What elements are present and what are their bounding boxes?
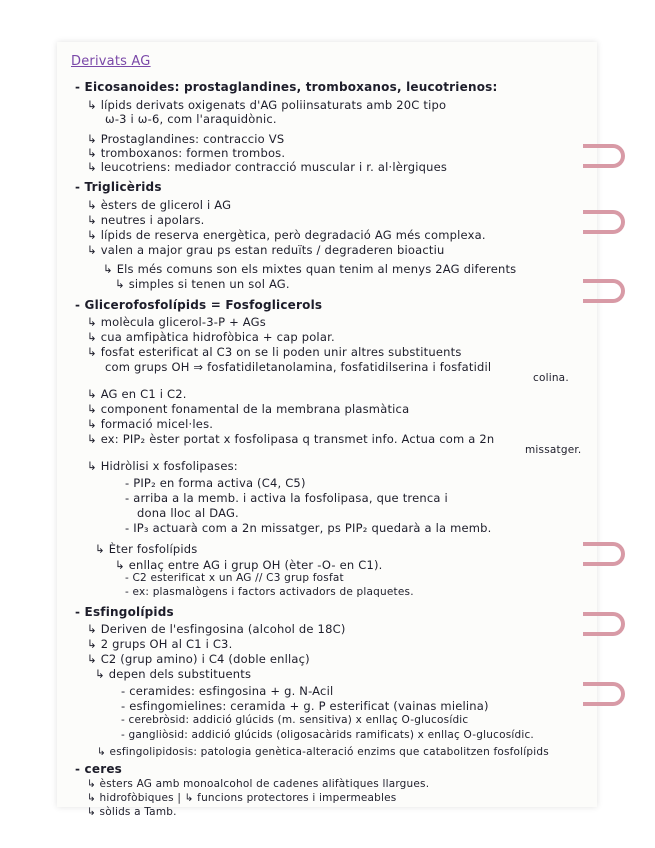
binder-ring	[583, 612, 625, 636]
note-line: - ex: plasmalògens i factors activadors de plaquetes.	[125, 586, 414, 598]
note-line: ↳ èsters de glicerol i AG	[87, 198, 232, 212]
note-line: ↳ simples si tenen un sol AG.	[115, 277, 290, 291]
notebook-page	[57, 42, 597, 818]
note-line: - ceramides: esfingosina + g. N-Acil	[121, 684, 334, 698]
note-line: ↳ neutres i apolars.	[87, 213, 205, 227]
note-line: ↳ AG en C1 i C2.	[87, 387, 187, 401]
note-line: ω-3 i ω-6, com l'araquidònic.	[105, 112, 277, 126]
note-line: com grups OH ⇒ fosfatidiletanolamina, fosfatidilserina i fosfatidil	[105, 360, 492, 374]
note-line: ↳ èsters AG amb monoalcohol de cadenes alifàtiques llargues.	[87, 778, 430, 790]
note-line: ↳ Hidròlisi x fosfolipases:	[87, 459, 238, 473]
note-line: - PIP₂ en forma activa (C4, C5)	[125, 476, 306, 490]
note-line: ↳ molècula glicerol-3-P + AGs	[87, 315, 266, 329]
note-line: ↳ 2 grups OH al C1 i C3.	[87, 637, 233, 651]
note-line: - cerebròsid: addició glúcids (m. sensitiva) x enllaç O-glucosídic	[121, 714, 469, 726]
note-line: ↳ Prostaglandines: contraccio VS	[87, 132, 285, 146]
note-line: ↳ Els més comuns son els mixtes quan tenim al menys 2AG diferents	[103, 262, 517, 276]
note-line: ↳ leucotriens: mediador contracció muscular i r. al·lèrgiques	[87, 160, 448, 174]
note-line: ↳ C2 (grup amino) i C4 (doble enllaç)	[87, 652, 310, 666]
note-line: - Glicerofosfolípids = Fosfoglicerols	[75, 298, 323, 312]
note-line: - arriba a la memb. i activa la fosfolipasa, que trenca i	[125, 491, 448, 505]
note-line: ↳ hidrofòbiques | ↳ funcions protectores i impermeables	[87, 792, 397, 804]
note-line: ↳ depen dels substituents	[95, 667, 252, 681]
binder-ring	[583, 682, 625, 706]
binder-ring	[583, 279, 625, 303]
note-line: ↳ lípids derivats oxigenats d'AG poliinsaturats amb 20C tipo	[87, 98, 447, 112]
note-line: ↳ cua amfipàtica hidrofòbica + cap polar.	[87, 330, 335, 344]
binder-ring	[583, 210, 625, 234]
note-line: ↳ sòlids a Tamb.	[87, 806, 177, 818]
note-line: - C2 esterificat x un AG // C3 grup fosfat	[125, 572, 344, 584]
binder-ring	[583, 144, 625, 168]
note-line: dona lloc al DAG.	[137, 506, 239, 520]
note-line: ↳ component fonamental de la membrana plasmàtica	[87, 402, 410, 416]
note-line: ↳ Deriven de l'esfingosina (alcohol de 18C)	[87, 622, 346, 636]
note-line: ↳ formació micel·les.	[87, 417, 214, 431]
page-title: Derivats AG	[71, 54, 151, 69]
note-line: ↳ ex: PIP₂ èster portat x fosfolipasa q transmet info. Actua com a 2n	[87, 432, 495, 446]
note-line: colina.	[533, 372, 569, 384]
note-line: - ceres	[75, 762, 123, 776]
note-line: ↳ enllaç entre AG i grup OH (èter -O- en C1).	[115, 558, 383, 572]
note-line: ↳ lípids de reserva energètica, però degradació AG més complexa.	[87, 228, 486, 242]
note-line: ↳ esfingolipidosis: patologia genètica-alteració enzims que catabolitzen fosfolípids	[97, 746, 549, 758]
note-line: ↳ fosfat esterificat al C3 on se li poden unir altres substituents	[87, 345, 462, 359]
note-line: missatger.	[525, 444, 582, 456]
note-line: ↳ tromboxanos: formen trombos.	[87, 146, 286, 160]
note-line: - esfingomielines: ceramida + g. P esterificat (vainas mielina)	[121, 699, 489, 713]
binder-ring	[583, 542, 625, 566]
note-line: - Eicosanoides: prostaglandines, tromboxanos, leucotrienos:	[75, 80, 498, 94]
note-line: - Esfingolípids	[75, 605, 174, 619]
note-line: - gangliòsid: addició glúcids (oligosacàrids ramificats) x enllaç O-glucosídic.	[121, 729, 534, 741]
note-line: ↳ valen a major grau ps estan reduïts / degraderen bioactiu	[87, 243, 445, 257]
note-line: - Triglicèrids	[75, 180, 162, 194]
note-line: ↳ Èter fosfolípids	[95, 542, 198, 556]
note-line: - IP₃ actuarà com a 2n missatger, ps PIP₂ quedarà a la memb.	[125, 521, 492, 535]
